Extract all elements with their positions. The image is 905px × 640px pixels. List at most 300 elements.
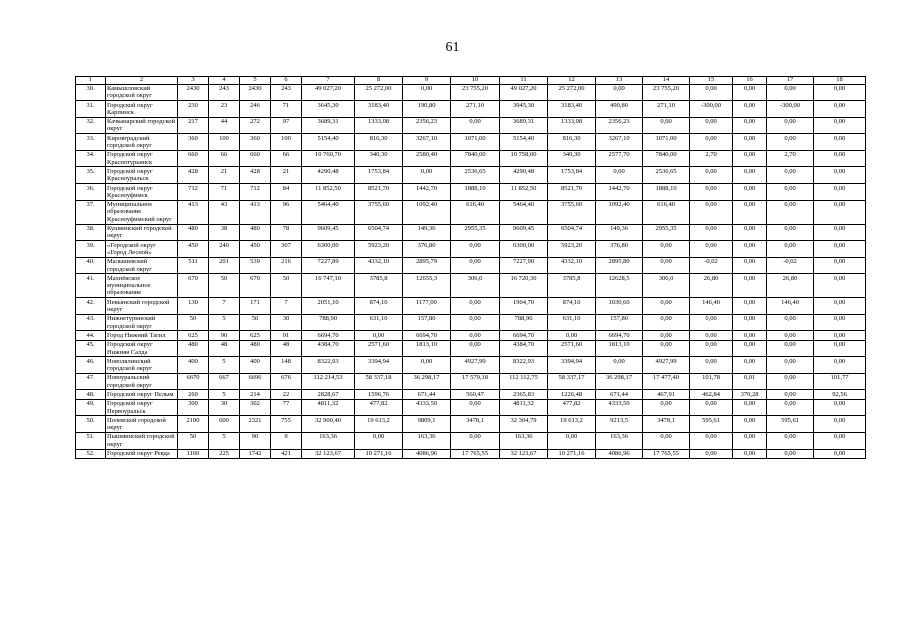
municipality-name: Качканарский городской округ (106, 117, 178, 134)
value-cell: 2828,67 (302, 390, 355, 399)
value-cell: 450 (240, 241, 271, 258)
value-cell: 32 304,79 (500, 416, 548, 433)
value-cell: 0,00 (643, 432, 690, 449)
value-cell: 1813,10 (403, 340, 451, 357)
value-cell: 0,00 (733, 184, 767, 201)
value-cell: 0,00 (767, 390, 814, 399)
table-row (76, 298, 866, 315)
value-cell: 25 272,00 (548, 84, 596, 101)
value-cell: 0,00 (767, 167, 814, 184)
value-cell: 480 (240, 224, 271, 241)
value-cell: 5464,40 (302, 200, 355, 224)
table-row (76, 373, 866, 390)
header-cell: 2 (106, 77, 178, 85)
value-cell: 0,00 (643, 399, 690, 416)
value-cell: 58 337,18 (355, 373, 403, 390)
value-cell: 376,80 (403, 241, 451, 258)
value-cell: 1071,00 (643, 134, 690, 151)
value-cell: 1071,00 (451, 134, 500, 151)
value-cell: 97 (271, 117, 302, 134)
value-cell: 36 298,17 (596, 373, 643, 390)
value-cell: 670 (240, 274, 271, 298)
value-cell: 1226,48 (548, 390, 596, 399)
value-cell: 3689,31 (302, 117, 355, 134)
value-cell: 96 (271, 200, 302, 224)
value-cell: 2895,80 (596, 257, 643, 274)
header-cell: 13 (596, 77, 643, 85)
value-cell: 71 (209, 184, 240, 201)
value-cell: 148 (271, 357, 302, 374)
value-cell: 32 123,67 (302, 449, 355, 458)
value-cell: 0,00 (767, 399, 814, 416)
value-cell: 3689,31 (500, 117, 548, 134)
value-cell: 0,00 (451, 241, 500, 258)
value-cell: 0,00 (403, 167, 451, 184)
value-cell: 0,00 (814, 150, 866, 167)
value-cell: 6504,74 (548, 224, 596, 241)
value-cell: 17 765,55 (643, 449, 690, 458)
value-cell: 0,00 (690, 449, 733, 458)
value-cell: 8521,70 (355, 184, 403, 201)
value-cell: 428 (240, 167, 271, 184)
municipality-name: Полевской городской округ (106, 416, 178, 433)
value-cell: 11 852,50 (302, 184, 355, 201)
value-cell: 0,00 (403, 84, 451, 101)
value-cell: 616,40 (451, 200, 500, 224)
value-cell: 32 900,40 (302, 416, 355, 433)
municipality-name: Городской округ Ревда (106, 449, 178, 458)
value-cell: 260 (178, 390, 209, 399)
value-cell: 5 (209, 357, 240, 374)
value-cell: 5923,20 (355, 241, 403, 258)
row-number: 51. (76, 432, 106, 449)
value-cell: 6504,74 (355, 224, 403, 241)
value-cell: 0,00 (767, 314, 814, 331)
value-cell: 90 (240, 432, 271, 449)
value-cell: 816,30 (355, 134, 403, 151)
value-cell: 240 (209, 241, 240, 258)
value-cell: 50 (271, 274, 302, 298)
value-cell: 0,00 (733, 167, 767, 184)
value-cell: 10 271,16 (548, 449, 596, 458)
value-cell: 0,00 (596, 84, 643, 101)
value-cell: 4811,32 (500, 399, 548, 416)
value-cell: 0,00 (814, 314, 866, 331)
value-cell: 163,36 (403, 432, 451, 449)
value-cell: 130 (178, 298, 209, 315)
row-number: 43. (76, 314, 106, 331)
value-cell: 1888,10 (451, 184, 500, 201)
value-cell: 0,00 (733, 399, 767, 416)
value-cell: 2051,10 (302, 298, 355, 315)
value-cell: 755 (271, 416, 302, 433)
value-cell: 90 (209, 331, 240, 340)
value-cell: 91 (271, 331, 302, 340)
value-cell: 660 (240, 150, 271, 167)
value-cell: 5154,40 (500, 134, 548, 151)
municipality-name: Городской округ Карпинск (106, 101, 178, 118)
table-row (76, 84, 866, 101)
value-cell: 0,00 (767, 134, 814, 151)
value-cell: 712 (240, 184, 271, 201)
municipality-name: Городской округ Краснотурьинск (106, 150, 178, 167)
value-cell: 149,36 (596, 224, 643, 241)
value-cell: 49 027,20 (302, 84, 355, 101)
value-cell: 10 760,70 (302, 150, 355, 167)
municipality-name: Нижнетуринский городской округ (106, 314, 178, 331)
value-cell: 0,00 (767, 449, 814, 458)
value-cell: 0,00 (690, 200, 733, 224)
value-cell: 66 (271, 150, 302, 167)
value-cell: 490,80 (596, 101, 643, 118)
value-cell: 7840,00 (643, 150, 690, 167)
value-cell: 17 579,18 (451, 373, 500, 390)
value-cell: 480 (178, 224, 209, 241)
value-cell: 0,00 (767, 373, 814, 390)
row-number: 38. (76, 224, 106, 241)
value-cell: 3755,60 (548, 200, 596, 224)
value-cell: 6694,70 (403, 331, 451, 340)
value-cell: 26,80 (690, 274, 733, 298)
value-cell: 5154,40 (302, 134, 355, 151)
value-cell: 21 (271, 167, 302, 184)
municipality-name: Камышловский городской округ (106, 84, 178, 101)
value-cell: 0,00 (596, 357, 643, 374)
value-cell: 0,00 (690, 224, 733, 241)
row-number: 37. (76, 200, 106, 224)
value-cell: 0,00 (690, 357, 733, 374)
value-cell: 1888,10 (643, 184, 690, 201)
value-cell: 1092,40 (596, 200, 643, 224)
value-cell: 58 337,17 (548, 373, 596, 390)
value-cell: 462,84 (690, 390, 733, 399)
row-number: 34. (76, 150, 106, 167)
value-cell: 340,30 (548, 150, 596, 167)
header-cell: 15 (690, 77, 733, 85)
header-cell: 5 (240, 77, 271, 85)
row-number: 47. (76, 373, 106, 390)
value-cell: -300,00 (690, 101, 733, 118)
value-cell: 2536,65 (451, 167, 500, 184)
value-cell: 78 (271, 224, 302, 241)
municipality-name: Городской округ Красноуральск (106, 167, 178, 184)
table-row (76, 101, 866, 118)
value-cell: 4086,96 (403, 449, 451, 458)
page-number: 61 (445, 40, 460, 55)
value-cell: 3945,30 (500, 101, 548, 118)
value-cell: 271,10 (451, 101, 500, 118)
value-cell: 0,00 (643, 314, 690, 331)
value-cell: 5 (209, 314, 240, 331)
value-cell: 660 (178, 150, 209, 167)
value-cell: 4333,50 (403, 399, 451, 416)
header-cell: 3 (178, 77, 209, 85)
value-cell: 1753,84 (355, 167, 403, 184)
value-cell: 112 214,53 (302, 373, 355, 390)
value-cell: 0,00 (767, 432, 814, 449)
value-cell: 6696 (240, 373, 271, 390)
value-cell: 16 720,30 (500, 274, 548, 298)
value-cell: 1596,76 (355, 390, 403, 399)
value-cell: 0,00 (355, 432, 403, 449)
value-cell: 100 (271, 134, 302, 151)
value-cell: 670 (178, 274, 209, 298)
value-cell: 1160 (178, 449, 209, 458)
table-row (76, 357, 866, 374)
value-cell: 4384,70 (500, 340, 548, 357)
value-cell: 149,36 (403, 224, 451, 241)
value-cell: 10 271,16 (355, 449, 403, 458)
value-cell: 8322,93 (500, 357, 548, 374)
value-cell: 307 (271, 241, 302, 258)
value-cell: 2430 (178, 84, 209, 101)
value-cell: 163,36 (500, 432, 548, 449)
row-number: 42. (76, 298, 106, 315)
row-number: 35. (76, 167, 106, 184)
table-row (76, 274, 866, 298)
table-row (76, 224, 866, 241)
value-cell: 0,00 (814, 432, 866, 449)
value-cell: 0,00 (733, 257, 767, 274)
value-cell: 788,90 (302, 314, 355, 331)
value-cell: 225 (209, 449, 240, 458)
value-cell: 0,00 (767, 184, 814, 201)
value-cell: 5 (209, 432, 240, 449)
value-cell: 9 (271, 432, 302, 449)
row-number: 46. (76, 357, 106, 374)
value-cell: 271,10 (643, 101, 690, 118)
data-table (75, 76, 866, 459)
value-cell: 8322,93 (302, 357, 355, 374)
value-cell: 1333,08 (548, 117, 596, 134)
value-cell: 0,00 (548, 331, 596, 340)
municipality-name: Кушвинский городской округ (106, 224, 178, 241)
value-cell: 201 (209, 257, 240, 274)
value-cell: 2571,60 (548, 340, 596, 357)
municipality-name: Городской округ Красноуфимск (106, 184, 178, 201)
value-cell: 360 (240, 134, 271, 151)
value-cell: 874,10 (355, 298, 403, 315)
value-cell: 2536,65 (643, 167, 690, 184)
value-cell: 477,82 (548, 399, 596, 416)
value-cell: 100 (209, 134, 240, 151)
value-cell: -300,00 (767, 101, 814, 118)
value-cell: 3755,60 (355, 200, 403, 224)
value-cell: 370,28 (733, 390, 767, 399)
value-cell: 625 (240, 331, 271, 340)
value-cell: 2430 (240, 84, 271, 101)
value-cell: 0,00 (690, 432, 733, 449)
row-number: 33. (76, 134, 106, 151)
value-cell: 2,70 (690, 150, 733, 167)
value-cell: 6300,00 (500, 241, 548, 258)
value-cell: 38 (209, 224, 240, 241)
value-cell: 101,78 (690, 373, 733, 390)
value-cell: 0,00 (767, 340, 814, 357)
header-cell: 12 (548, 77, 596, 85)
municipality-name: Городской округ Нижняя Салда (106, 340, 178, 357)
header-row (76, 77, 866, 85)
value-cell: 4811,32 (302, 399, 355, 416)
value-cell: 50 (178, 432, 209, 449)
value-cell: 3267,10 (403, 134, 451, 151)
value-cell: 3394,94 (355, 357, 403, 374)
value-cell: 48 (271, 340, 302, 357)
value-cell: 302 (240, 399, 271, 416)
value-cell: 216 (271, 257, 302, 274)
value-cell: 0,00 (814, 101, 866, 118)
value-cell: 874,10 (548, 298, 596, 315)
value-cell: 0,00 (451, 257, 500, 274)
value-cell: 450 (178, 241, 209, 258)
value-cell: 0,00 (767, 84, 814, 101)
value-cell: 816,30 (548, 134, 596, 151)
table-row (76, 117, 866, 134)
value-cell: 11 852,50 (500, 184, 548, 201)
value-cell: 50 (178, 314, 209, 331)
value-cell: 0,00 (814, 184, 866, 201)
value-cell: 1177,00 (403, 298, 451, 315)
value-cell: 413 (178, 200, 209, 224)
value-cell: 2955,35 (451, 224, 500, 241)
value-cell: 1904,70 (500, 298, 548, 315)
value-cell: 49 027,20 (500, 84, 548, 101)
value-cell: 2,70 (767, 150, 814, 167)
header-cell: 14 (643, 77, 690, 85)
row-number: 36. (76, 184, 106, 201)
value-cell: 112 112,75 (500, 373, 548, 390)
table-row (76, 200, 866, 224)
value-cell: 0,00 (814, 241, 866, 258)
value-cell: 0,00 (814, 200, 866, 224)
table-row (76, 399, 866, 416)
value-cell: 5 (209, 390, 240, 399)
value-cell: 1030,60 (596, 298, 643, 315)
value-cell: 0,00 (733, 84, 767, 101)
value-cell: 0,00 (814, 449, 866, 458)
value-cell: 0,00 (643, 298, 690, 315)
value-cell: 0,00 (814, 167, 866, 184)
value-cell: 23 755,20 (451, 84, 500, 101)
value-cell: 0,00 (596, 167, 643, 184)
value-cell: 4927,99 (451, 357, 500, 374)
value-cell: 3645,30 (302, 101, 355, 118)
value-cell: 0,00 (690, 84, 733, 101)
value-cell: 92,56 (814, 390, 866, 399)
value-cell: 6694,70 (302, 331, 355, 340)
value-cell: 8521,70 (548, 184, 596, 201)
value-cell: 10 758,00 (500, 150, 548, 167)
value-cell: 4927,99 (643, 357, 690, 374)
value-cell: 2321 (240, 416, 271, 433)
row-number: 44. (76, 331, 106, 340)
row-number: 30. (76, 84, 106, 101)
value-cell: 360 (178, 134, 209, 151)
municipality-name: Кировградский городской округ (106, 134, 178, 151)
value-cell: 306,0 (643, 274, 690, 298)
value-cell: 2580,40 (403, 150, 451, 167)
header-cell: 1 (76, 77, 106, 85)
value-cell: 0,00 (733, 449, 767, 458)
value-cell: 0,00 (690, 134, 733, 151)
value-cell: 0,00 (733, 134, 767, 151)
value-cell: 2100 (178, 416, 209, 433)
value-cell: 9609,45 (500, 224, 548, 241)
value-cell: 7 (271, 298, 302, 315)
value-cell: 421 (271, 449, 302, 458)
value-cell: 214 (240, 390, 271, 399)
value-cell: 3785,8 (355, 274, 403, 298)
value-cell: 0,00 (733, 340, 767, 357)
value-cell: 19 613,2 (355, 416, 403, 433)
value-cell: 17 477,40 (643, 373, 690, 390)
value-cell: 0,00 (733, 200, 767, 224)
header-cell: 17 (767, 77, 814, 85)
header-cell: 4 (209, 77, 240, 85)
value-cell: 0,00 (643, 340, 690, 357)
value-cell: 480 (178, 340, 209, 357)
value-cell: 163,36 (596, 432, 643, 449)
table-row (76, 432, 866, 449)
value-cell: 5923,20 (548, 241, 596, 258)
value-cell: 0,00 (451, 298, 500, 315)
value-cell: 0,00 (355, 331, 403, 340)
municipality-name: Малышевский городской округ (106, 257, 178, 274)
value-cell: 676 (271, 373, 302, 390)
value-cell: 671,44 (596, 390, 643, 399)
value-cell: 1742 (240, 449, 271, 458)
value-cell: 467,91 (643, 390, 690, 399)
value-cell: 0,00 (767, 357, 814, 374)
value-cell: 3183,40 (548, 101, 596, 118)
value-cell: 1813,10 (596, 340, 643, 357)
value-cell: 0,00 (814, 399, 866, 416)
value-cell: 560,47 (451, 390, 500, 399)
value-cell: 23 (209, 101, 240, 118)
value-cell: 667 (209, 373, 240, 390)
value-cell: 0,00 (690, 241, 733, 258)
value-cell: 0,00 (451, 314, 500, 331)
value-cell: 190,80 (403, 101, 451, 118)
value-cell: 0,00 (814, 117, 866, 134)
table-row (76, 314, 866, 331)
value-cell: 2356,23 (403, 117, 451, 134)
value-cell: 6670 (178, 373, 209, 390)
value-cell: 1753,84 (548, 167, 596, 184)
value-cell: 0,00 (451, 331, 500, 340)
value-cell: 400 (240, 357, 271, 374)
municipality-name: Невьянский городской округ (106, 298, 178, 315)
value-cell: 300 (178, 399, 209, 416)
value-cell: 788,90 (500, 314, 548, 331)
value-cell: 4384,70 (302, 340, 355, 357)
table-row (76, 390, 866, 399)
value-cell: 4333,50 (596, 399, 643, 416)
value-cell: 400 (178, 357, 209, 374)
value-cell: 50 (209, 274, 240, 298)
value-cell: 0,00 (814, 84, 866, 101)
value-cell: 477,82 (355, 399, 403, 416)
value-cell: 0,00 (733, 241, 767, 258)
value-cell: 3183,40 (355, 101, 403, 118)
value-cell: 16 747,10 (302, 274, 355, 298)
value-cell: 84 (271, 184, 302, 201)
value-cell: 511 (178, 257, 209, 274)
value-cell: 77 (271, 399, 302, 416)
value-cell: 2895,79 (403, 257, 451, 274)
municipality-name: Городской округ Первоуральск (106, 399, 178, 416)
value-cell: 163,36 (302, 432, 355, 449)
